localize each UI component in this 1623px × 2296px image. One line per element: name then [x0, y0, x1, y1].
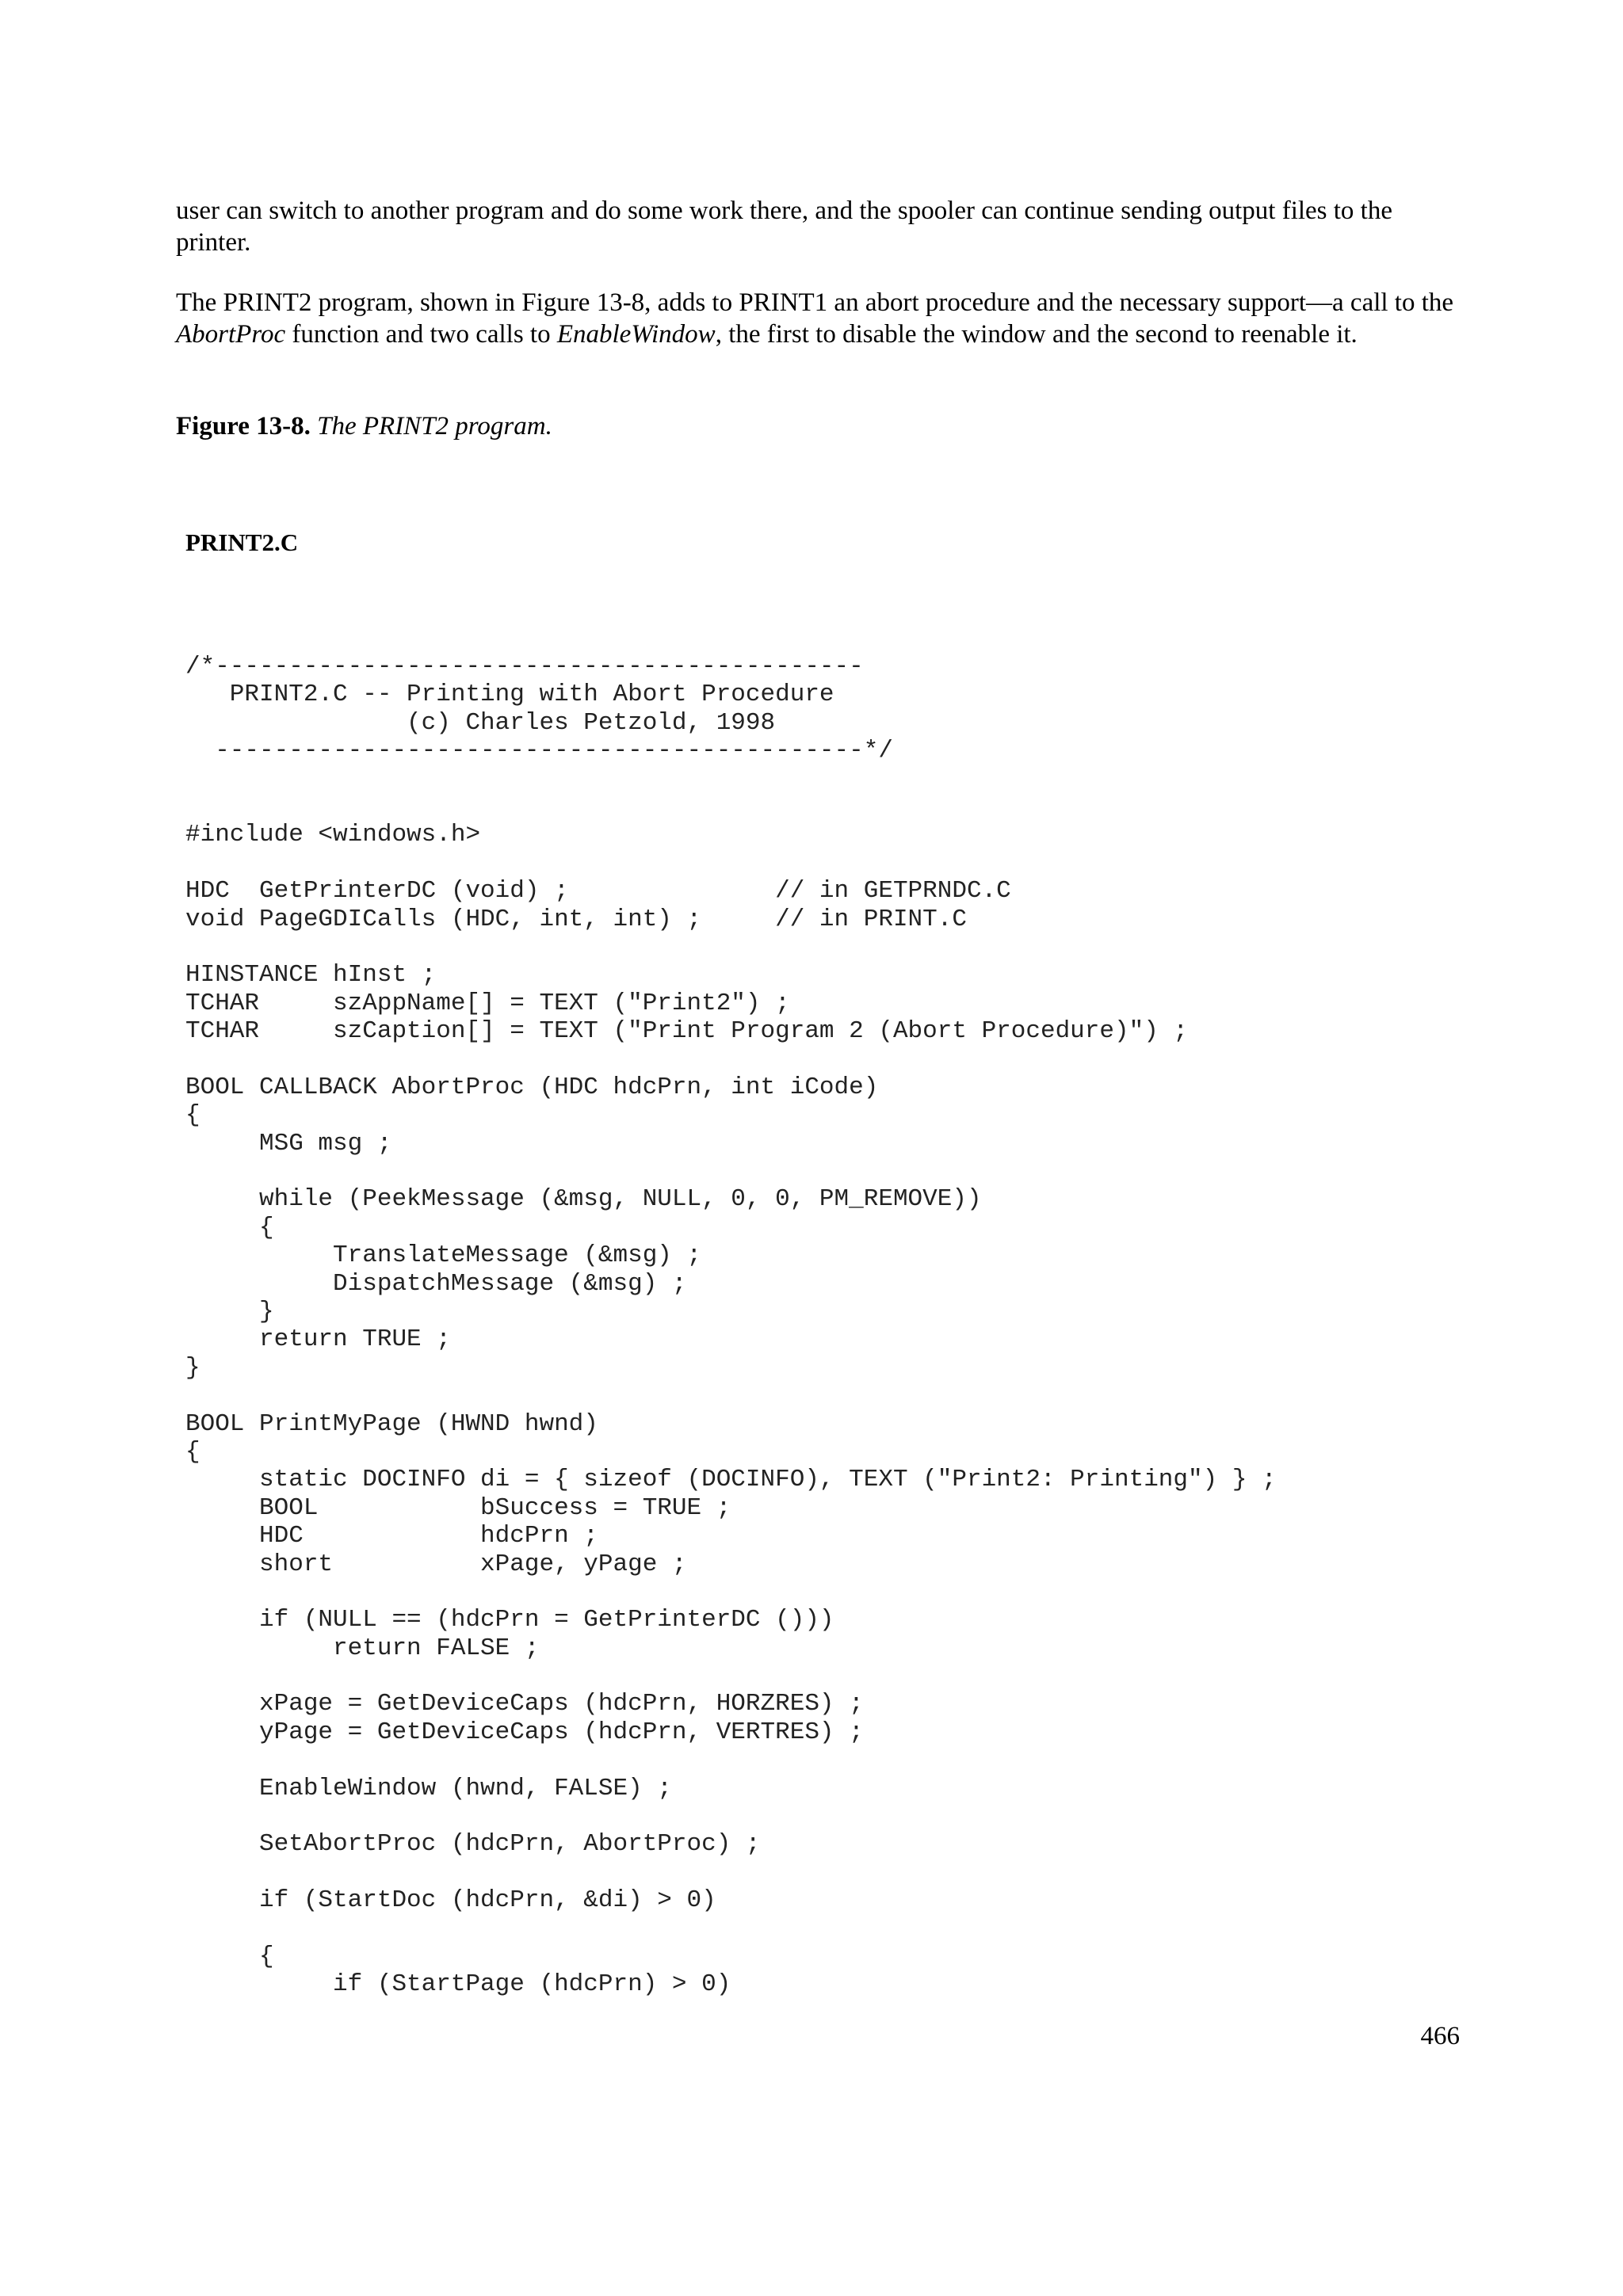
- code-line: --------------------------------------------*/: [185, 737, 893, 765]
- code-line: [185, 933, 1533, 961]
- code-line: {: [185, 1437, 200, 1466]
- code-line: short xPage, yPage ;: [185, 1550, 687, 1578]
- code-line: [185, 1382, 1533, 1409]
- code-line: [185, 849, 1533, 877]
- code-line: [185, 1662, 1533, 1690]
- code-line: [185, 1746, 1533, 1774]
- code-line: return TRUE ;: [185, 1325, 451, 1354]
- code-line: if (NULL == (hdcPrn = GetPrinterDC ())): [185, 1606, 834, 1634]
- code-line: return FALSE ;: [185, 1634, 540, 1662]
- code-line: [185, 1802, 1533, 1830]
- code-line: HDC GetPrinterDC (void) ; // in GETPRNDC.C: [185, 877, 1011, 906]
- figure-caption: [176, 410, 1460, 442]
- paragraph-intro-continuation: user can switch to another program and do some work there, and the spooler can continue sending output files to the printer.: [176, 196, 1392, 257]
- code-line: if (StartPage (hdcPrn) > 0): [185, 1970, 731, 1999]
- code-line: TCHAR szAppName[] = TEXT ("Print2") ;: [185, 989, 790, 1017]
- code-line: [185, 1859, 1533, 1886]
- code-line: static DOCINFO di = { sizeof (DOCINFO), TEXT ("Print2: Printing") } ;: [185, 1466, 1277, 1494]
- code-line: MSG msg ;: [185, 1129, 392, 1158]
- code-line: [185, 793, 1533, 821]
- code-line: xPage = GetDeviceCaps (hdcPrn, HORZRES) ;: [185, 1690, 864, 1718]
- code-line: if (StartDoc (hdcPrn, &di) > 0): [185, 1886, 716, 1915]
- code-line: while (PeekMessage (&msg, NULL, 0, 0, PM_REMOVE)): [185, 1185, 982, 1214]
- code-line: PRINT2.C -- Printing with Abort Procedure: [185, 681, 834, 709]
- code-line: (c) Charles Petzold, 1998: [185, 708, 776, 737]
- paragraph-text: function and two calls to: [285, 320, 557, 349]
- code-line: HINSTANCE hInst ;: [185, 961, 437, 990]
- code-line: HDC hdcPrn ;: [185, 1522, 598, 1550]
- code-line: yPage = GetDeviceCaps (hdcPrn, VERTRES) ;: [185, 1718, 864, 1746]
- paragraph-text: The PRINT2 program, shown in Figure 13-8, adds to PRINT1 an abort procedure and the necessary support—a call to the: [176, 288, 1454, 317]
- figure-title: The PRINT2 program.: [317, 412, 552, 441]
- code-line: {: [185, 1213, 274, 1241]
- code-line: [185, 1578, 1533, 1606]
- code-line: TCHAR szCaption[] = TEXT ("Print Program 2 (Abort Procedure)") ;: [185, 1017, 1189, 1046]
- paragraph-print2-description: [176, 287, 1460, 350]
- page-number: 466: [1420, 2022, 1460, 2050]
- source-file-heading: PRINT2.C: [185, 528, 299, 556]
- code-line: {: [185, 1101, 200, 1130]
- code-line: TranslateMessage (&msg) ;: [185, 1241, 702, 1270]
- code-line: BOOL CALLBACK AbortProc (HDC hdcPrn, int iCode): [185, 1073, 879, 1101]
- paragraph-text: , the first to disable the window and the second to reenable it.: [715, 320, 1358, 349]
- code-line: }: [185, 1297, 274, 1325]
- code-line: BOOL bSuccess = TRUE ;: [185, 1493, 731, 1522]
- abortproc-term: AbortProc: [176, 320, 286, 349]
- code-line: [185, 1915, 1533, 1943]
- code-line: DispatchMessage (&msg) ;: [185, 1269, 687, 1298]
- code-line: /*--------------------------------------------: [185, 653, 864, 681]
- code-line: [185, 765, 1533, 793]
- code-listing: [185, 653, 1533, 1999]
- code-line: [185, 1045, 1533, 1073]
- code-line: BOOL PrintMyPage (HWND hwnd): [185, 1409, 598, 1438]
- code-line: EnableWindow (hwnd, FALSE) ;: [185, 1774, 672, 1802]
- figure-number: Figure 13-8.: [176, 412, 311, 441]
- code-line: #include <windows.h>: [185, 821, 481, 849]
- code-line: [185, 1158, 1533, 1185]
- code-line: {: [185, 1942, 274, 1970]
- code-line: SetAbortProc (hdcPrn, AbortProc) ;: [185, 1830, 761, 1859]
- code-line: void PageGDICalls (HDC, int, int) ; // in PRINT.C: [185, 905, 967, 933]
- enablewindow-term: EnableWindow: [556, 320, 716, 349]
- code-line: }: [185, 1353, 200, 1382]
